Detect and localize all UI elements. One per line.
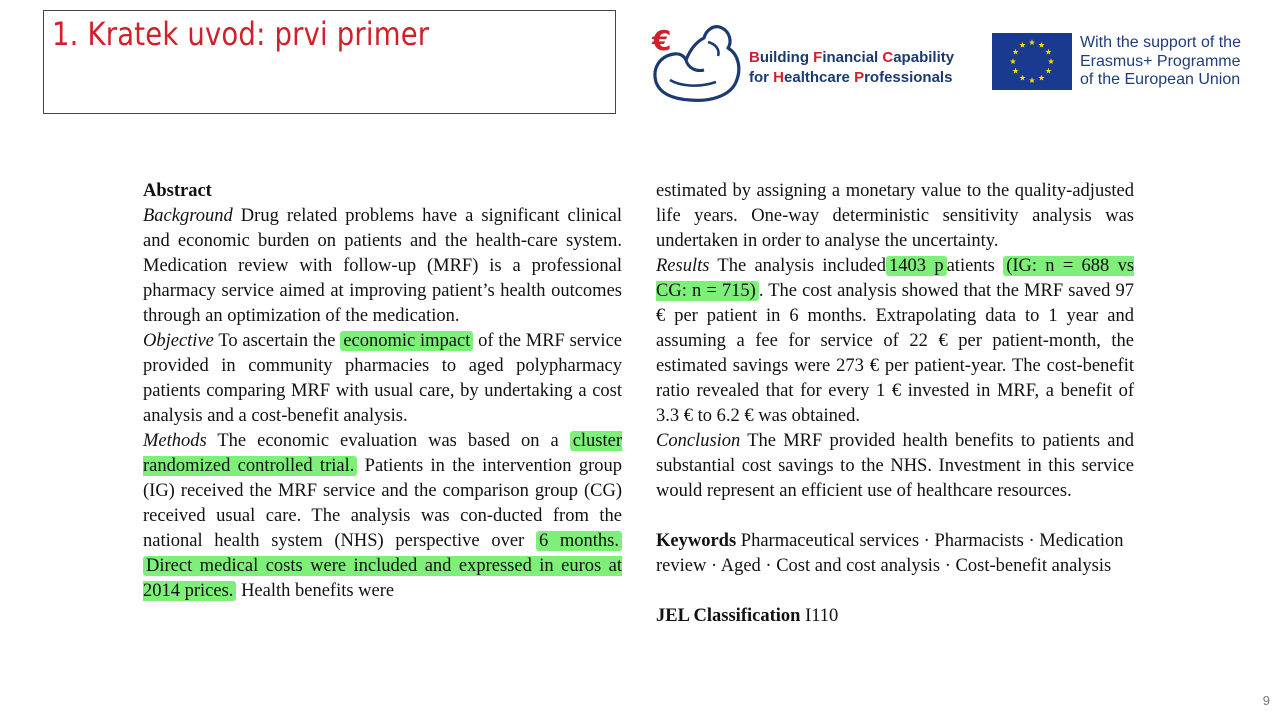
bfc-line-1: Building Financial Capability <box>749 49 955 66</box>
keywords-label: Keywords <box>656 531 737 551</box>
methods-continued: estimated by assigning a monetary value to the quality-adjusted life years. One-way deterministic sensitivity analysis was undertaken in order to analyse the uncertainty. <box>656 181 1134 251</box>
highlight-direct-costs: Direct medical costs were included and expressed in euros at 2014 prices. <box>143 556 622 601</box>
jel-label: JEL Classification <box>656 606 801 626</box>
title-box <box>43 10 616 114</box>
objective-paragraph: Objective To ascertain the economic impact of the MRF service provided in community pharmacies to aged polypharmacy patients comparing MRF with usual care, by undertaking a cost analysis and a cost-benefit analysis. <box>143 331 622 426</box>
slide-title: 1. Kratek uvod: prvi primer <box>52 15 430 53</box>
abstract-left-column <box>143 179 622 604</box>
bfc-logo-icon <box>646 20 742 104</box>
abstract-heading: Abstract <box>143 181 212 201</box>
keywords-paragraph: Keywords Pharmaceutical services · Pharmacists · Medication review · Aged · Cost and cost analysis · Cost-benefit analysis <box>656 531 1124 576</box>
results-paragraph: Results The analysis included 1403 p atients (IG: n = 688 vs CG: n = 715) . The cost analysis showed that the MRF saved 97 € per patient in 6 months. Extrapolating data to 1 year and assuming a fee for service of 22 € per patient-month, the estimated savings were 273 € per patient-year. The cost-benefit ratio revealed that for every 1 € invested in MRF, a benefit of 3.3 € to 6.2 € was obtained. <box>656 256 1135 426</box>
methods-paragraph: Methods The economic evaluation was based on a cluster randomized controlled trial. Patients in the intervention group (IG) received the MRF service and the comparison group (CG) received usual care. The analysis was con-ducted from the national health system (NHS) perspective over 6 months. Direct medical costs were included and expressed in euros at 2014 prices. Health benefits were <box>143 431 623 601</box>
page-number: 9 <box>1262 693 1270 708</box>
eu-flag-icon <box>992 33 1072 90</box>
conclusion-label: Conclusion <box>656 431 741 451</box>
jel-paragraph: JEL Classification I110 <box>656 606 839 626</box>
highlight-1403-patients: 1403 p <box>886 256 947 276</box>
highlight-ig-cg: (IG: n = 688 vs CG: n = 715) <box>656 256 1135 301</box>
abstract-right-column <box>656 179 1134 629</box>
methods-label: Methods <box>143 431 207 451</box>
eu-support-text: With the support of the Erasmus+ Programme of the European Union <box>1080 34 1241 88</box>
results-label: Results <box>656 256 710 276</box>
highlight-6-months: 6 months. <box>536 531 622 551</box>
conclusion-paragraph: Conclusion The MRF provided health benefits to patients and substantial cost savings to the NHS. Investment in this service would represent an efficient use of healthcare resources. <box>656 431 1134 501</box>
spacer <box>656 504 1134 529</box>
background-label: Background <box>143 206 233 226</box>
bfc-logo-text <box>749 48 954 88</box>
objective-label: Objective <box>143 331 214 351</box>
spacer <box>656 579 1134 604</box>
background-paragraph: Background Drug related problems have a significant clinical and economic burden on patients and the health-care system. Medication review with follow-up (MRF) is a professional pharmacy service aimed at improving patient’s health outcomes through an optimization of the medication. <box>143 206 622 326</box>
highlight-economic-impact: economic impact <box>340 331 473 351</box>
highlight-cluster-rct: cluster randomized controlled trial. <box>143 431 623 476</box>
bfc-line-2: for Healthcare Professionals <box>749 69 953 86</box>
bfc-euro-symbol: € <box>652 24 672 57</box>
